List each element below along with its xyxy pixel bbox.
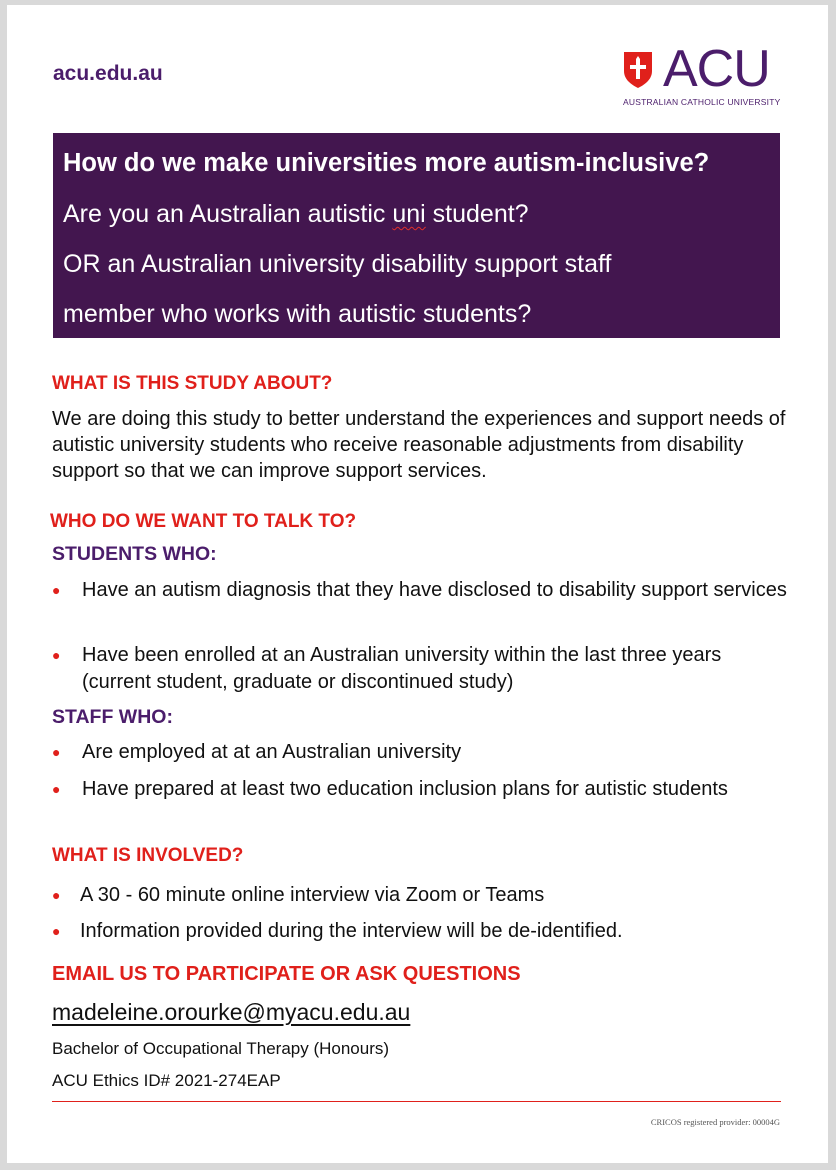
bullet-icon: ● xyxy=(52,923,61,939)
flyer-page: acu.edu.au ACU AUSTRALIAN CATHOLIC UNIVERSITY How do we make universities more autism-inclusive? Are you an Australian autistic uni student? OR an Australian university disability support staff member who works with autistic students? WHAT IS THIS STUDY ABOUT? We are doing this study to better understand the experiences and support needs of autistic university students who receive reasonable adjustments from disability support so that we can improve support services. WHO DO WE WANT TO TALK TO? STUDENTS WHO: ● Have an autism diagnosis that they have disclosed to disability support services ● Have been enrolled at an Australian university within the last three years (current student, graduate or discontinued study) STAFF WHO: ● Are employed at at an Australian university ● Have prepared at least two education inclusion plans for autistic students WHAT IS INVOLVED? ● A 30 - 60 minute online interview via Zoom or Teams ● Information provided during the interview will be de-identified. EMAIL US TO PARTICIPATE OR ASK QUESTIONS madeleine.orourke@myacu.edu.au Bachelor of Occupational Therapy (Honours) ACU Ethics ID# 2021-274EAP CRICOS registered provider: 00004G xyxy=(7,5,828,1163)
footer-divider xyxy=(52,1101,781,1102)
shield-cross-icon xyxy=(623,51,653,89)
spellcheck-flagged-word: uni xyxy=(392,200,426,228)
logo-wordmark: ACU xyxy=(663,40,770,98)
website-url[interactable]: acu.edu.au xyxy=(53,62,163,85)
about-heading: WHAT IS THIS STUDY ABOUT? xyxy=(52,373,333,394)
ethics-id: ACU Ethics ID# 2021-274EAP xyxy=(52,1071,281,1090)
logo-subtitle: AUSTRALIAN CATHOLIC UNIVERSITY xyxy=(623,97,781,107)
staff-heading: STAFF WHO: xyxy=(52,706,173,728)
students-heading: STUDENTS WHO: xyxy=(52,543,217,565)
banner-question: How do we make universities more autism-inclusive? xyxy=(63,149,710,177)
involved-heading: WHAT IS INVOLVED? xyxy=(52,845,244,866)
banner-staff-question-line2: member who works with autistic students? xyxy=(63,300,532,328)
banner-student-question: Are you an Australian autistic uni student? xyxy=(63,200,529,228)
bullet-icon: ● xyxy=(52,647,61,663)
who-heading: WHO DO WE WANT TO TALK TO? xyxy=(50,511,357,532)
acu-logo xyxy=(623,40,793,109)
banner-staff-question-line1: OR an Australian university disability support staff xyxy=(63,250,612,278)
contact-email-link[interactable]: madeleine.orourke@myacu.edu.au xyxy=(52,999,411,1025)
bullet-icon: ● xyxy=(52,582,61,598)
headline-banner xyxy=(53,133,780,338)
program-name: Bachelor of Occupational Therapy (Honours) xyxy=(52,1039,390,1058)
bullet-icon: ● xyxy=(52,887,61,903)
bullet-icon: ● xyxy=(52,781,61,797)
about-body: We are doing this study to better understand the experiences and support needs of autistic university students who receive reasonable adjustments from disability support so that we can improve support services. xyxy=(52,408,786,482)
contact-heading: EMAIL US TO PARTICIPATE OR ASK QUESTIONS xyxy=(52,963,521,985)
cricos-notice: CRICOS registered provider: 00004G xyxy=(650,1117,780,1127)
bullet-icon: ● xyxy=(52,744,61,760)
